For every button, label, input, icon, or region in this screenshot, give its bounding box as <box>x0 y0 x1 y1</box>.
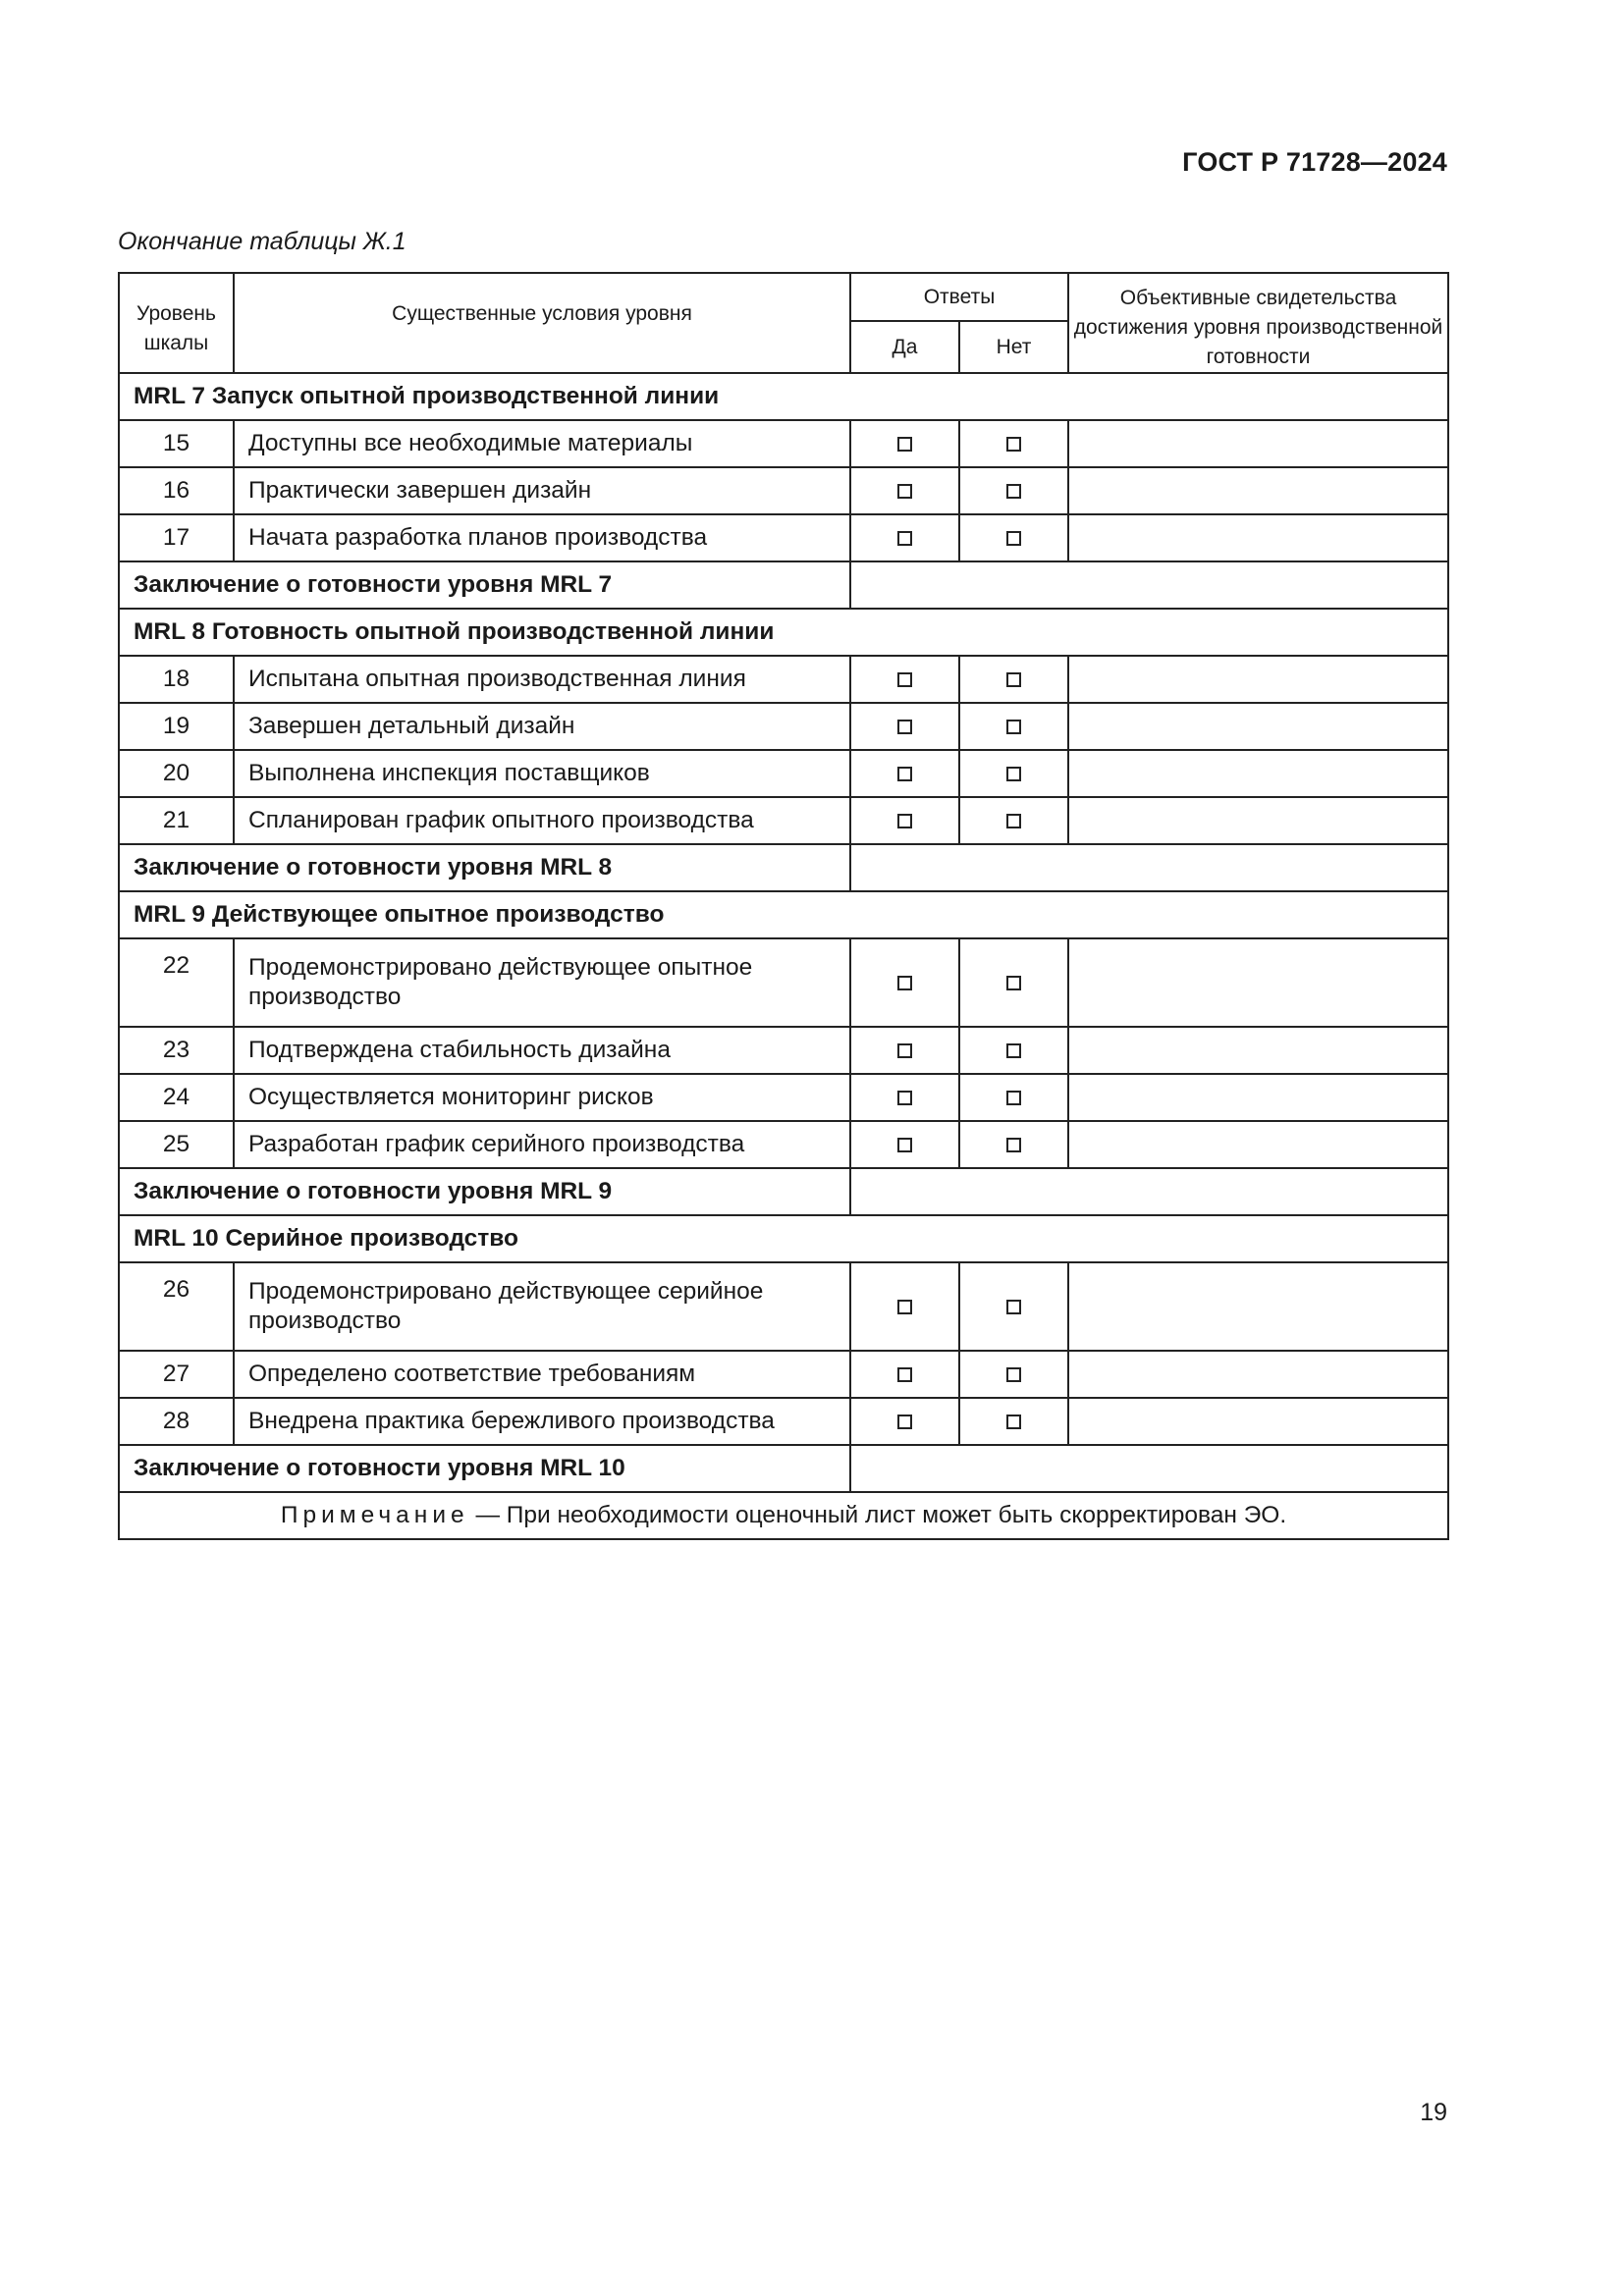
document-code: ГОСТ Р 71728—2024 <box>1182 147 1447 177</box>
answer-yes-cell[interactable] <box>850 467 959 514</box>
answer-no-cell[interactable] <box>959 938 1068 1027</box>
condition-text: Определено соответствие требованиям <box>234 1351 850 1398</box>
answer-yes-cell[interactable] <box>850 1027 959 1074</box>
checkbox-yes[interactable] <box>897 1415 912 1429</box>
section-title: MRL 10 Серийное производство <box>119 1215 1448 1262</box>
checkbox-no[interactable] <box>1006 720 1021 734</box>
evidence-cell[interactable] <box>1068 1398 1448 1445</box>
table-row <box>119 938 1448 1027</box>
table-row <box>119 750 1448 797</box>
condition-text: Начата разработка планов производства <box>234 514 850 561</box>
section-title: MRL 8 Готовность опытной производственной линии <box>119 609 1448 656</box>
header-answers: Ответы <box>850 273 1068 321</box>
checkbox-yes[interactable] <box>897 720 912 734</box>
section-row <box>119 891 1448 938</box>
checkbox-no[interactable] <box>1006 1367 1021 1382</box>
answer-no-cell[interactable] <box>959 656 1068 703</box>
checkbox-no[interactable] <box>1006 1043 1021 1058</box>
checkbox-yes[interactable] <box>897 814 912 828</box>
level-number: 20 <box>119 750 234 797</box>
table-row <box>119 1121 1448 1168</box>
note-label: Примечание <box>280 1502 469 1528</box>
answer-no-cell[interactable] <box>959 1074 1068 1121</box>
answer-yes-cell[interactable] <box>850 514 959 561</box>
evidence-cell[interactable] <box>1068 938 1448 1027</box>
level-number: 15 <box>119 420 234 467</box>
conclusion-value-cell[interactable] <box>850 1445 1448 1492</box>
table-row <box>119 420 1448 467</box>
level-number: 17 <box>119 514 234 561</box>
answer-no-cell[interactable] <box>959 750 1068 797</box>
note-text: — При необходимости оценочный лист может быть скорректирован ЭО. <box>468 1502 1287 1528</box>
checkbox-yes[interactable] <box>897 1367 912 1382</box>
conclusion-label: Заключение о готовности уровня MRL 8 <box>119 844 850 891</box>
checkbox-yes[interactable] <box>897 1091 912 1105</box>
evidence-cell[interactable] <box>1068 797 1448 844</box>
header-conditions: Существенные условия уровня <box>234 273 850 373</box>
table-row <box>119 467 1448 514</box>
condition-text: Разработан график серийного производства <box>234 1121 850 1168</box>
answer-no-cell[interactable] <box>959 1262 1068 1351</box>
evidence-cell[interactable] <box>1068 1121 1448 1168</box>
evidence-cell[interactable] <box>1068 750 1448 797</box>
note-row <box>119 1492 1448 1539</box>
conclusion-row <box>119 1445 1448 1492</box>
page-number: 19 <box>1420 2099 1447 2126</box>
checkbox-no[interactable] <box>1006 814 1021 828</box>
evidence-cell[interactable] <box>1068 467 1448 514</box>
condition-text: Внедрена практика бережливого производства <box>234 1398 850 1445</box>
answer-no-cell[interactable] <box>959 514 1068 561</box>
answer-yes-cell[interactable] <box>850 750 959 797</box>
section-title: MRL 9 Действующее опытное производство <box>119 891 1448 938</box>
section-row <box>119 1215 1448 1262</box>
checkbox-yes[interactable] <box>897 484 912 499</box>
checkbox-no[interactable] <box>1006 767 1021 781</box>
table-row <box>119 703 1448 750</box>
header-evidence: Объективные свидетельства достижения уровня производственной готовности <box>1068 273 1448 373</box>
evidence-cell[interactable] <box>1068 514 1448 561</box>
checkbox-yes[interactable] <box>897 976 912 990</box>
answer-yes-cell[interactable] <box>850 1398 959 1445</box>
level-number: 18 <box>119 656 234 703</box>
condition-text: Подтверждена стабильность дизайна <box>234 1027 850 1074</box>
answer-yes-cell[interactable] <box>850 797 959 844</box>
level-number: 28 <box>119 1398 234 1445</box>
answer-no-cell[interactable] <box>959 1351 1068 1398</box>
table-row <box>119 1027 1448 1074</box>
table-row <box>119 1262 1448 1351</box>
checkbox-no[interactable] <box>1006 531 1021 546</box>
level-number: 26 <box>119 1262 234 1351</box>
section-title: MRL 7 Запуск опытной производственной линии <box>119 373 1448 420</box>
condition-text: Практически завершен дизайн <box>234 467 850 514</box>
checkbox-no[interactable] <box>1006 976 1021 990</box>
checkbox-no[interactable] <box>1006 1300 1021 1314</box>
evidence-cell[interactable] <box>1068 703 1448 750</box>
answer-no-cell[interactable] <box>959 703 1068 750</box>
level-number: 25 <box>119 1121 234 1168</box>
level-number: 19 <box>119 703 234 750</box>
evidence-cell[interactable] <box>1068 1027 1448 1074</box>
conclusion-row <box>119 561 1448 609</box>
checkbox-yes[interactable] <box>897 767 912 781</box>
conclusion-value-cell[interactable] <box>850 1168 1448 1215</box>
answer-no-cell[interactable] <box>959 1027 1068 1074</box>
answer-no-cell[interactable] <box>959 420 1068 467</box>
table-row <box>119 514 1448 561</box>
answer-yes-cell[interactable] <box>850 1351 959 1398</box>
table-row <box>119 1351 1448 1398</box>
conclusion-value-cell[interactable] <box>850 561 1448 609</box>
condition-text: Продемонстрировано действующее серийное производство <box>234 1262 850 1351</box>
level-number: 16 <box>119 467 234 514</box>
condition-text: Осуществляется мониторинг рисков <box>234 1074 850 1121</box>
checkbox-yes[interactable] <box>897 672 912 687</box>
condition-text: Продемонстрировано действующее опытное производство <box>234 938 850 1027</box>
condition-text: Спланирован график опытного производства <box>234 797 850 844</box>
answer-no-cell[interactable] <box>959 797 1068 844</box>
condition-text: Выполнена инспекция поставщиков <box>234 750 850 797</box>
header-yes: Да <box>850 321 959 373</box>
condition-text: Завершен детальный дизайн <box>234 703 850 750</box>
level-number: 22 <box>119 938 234 1027</box>
table-row <box>119 1074 1448 1121</box>
level-number: 24 <box>119 1074 234 1121</box>
evidence-cell[interactable] <box>1068 1262 1448 1351</box>
answer-yes-cell[interactable] <box>850 1074 959 1121</box>
checkbox-no[interactable] <box>1006 672 1021 687</box>
evidence-cell[interactable] <box>1068 1074 1448 1121</box>
level-number: 27 <box>119 1351 234 1398</box>
level-number: 21 <box>119 797 234 844</box>
answer-no-cell[interactable] <box>959 467 1068 514</box>
answer-yes-cell[interactable] <box>850 1262 959 1351</box>
header-level: Уровень шкалы <box>119 273 234 373</box>
checkbox-yes[interactable] <box>897 1138 912 1152</box>
assessment-table <box>118 272 1449 1540</box>
conclusion-label: Заключение о готовности уровня MRL 7 <box>119 561 850 609</box>
evidence-cell[interactable] <box>1068 656 1448 703</box>
note <box>119 1492 1448 1539</box>
checkbox-yes[interactable] <box>897 437 912 452</box>
conclusion-value-cell[interactable] <box>850 844 1448 891</box>
answer-no-cell[interactable] <box>959 1121 1068 1168</box>
answer-yes-cell[interactable] <box>850 420 959 467</box>
section-row <box>119 373 1448 420</box>
table-caption: Окончание таблицы Ж.1 <box>118 228 406 255</box>
level-number: 23 <box>119 1027 234 1074</box>
table-row <box>119 797 1448 844</box>
checkbox-yes[interactable] <box>897 531 912 546</box>
conclusion-row <box>119 1168 1448 1215</box>
answer-yes-cell[interactable] <box>850 1121 959 1168</box>
checkbox-no[interactable] <box>1006 484 1021 499</box>
evidence-cell[interactable] <box>1068 1351 1448 1398</box>
checkbox-no[interactable] <box>1006 437 1021 452</box>
evidence-cell[interactable] <box>1068 420 1448 467</box>
conclusion-label: Заключение о готовности уровня MRL 10 <box>119 1445 850 1492</box>
checkbox-yes[interactable] <box>897 1300 912 1314</box>
header-no: Нет <box>959 321 1068 373</box>
checkbox-yes[interactable] <box>897 1043 912 1058</box>
table-row <box>119 656 1448 703</box>
answer-yes-cell[interactable] <box>850 656 959 703</box>
condition-text: Испытана опытная производственная линия <box>234 656 850 703</box>
condition-text: Доступны все необходимые материалы <box>234 420 850 467</box>
table-row <box>119 1398 1448 1445</box>
checkbox-no[interactable] <box>1006 1091 1021 1105</box>
conclusion-label: Заключение о готовности уровня MRL 9 <box>119 1168 850 1215</box>
checkbox-no[interactable] <box>1006 1415 1021 1429</box>
answer-yes-cell[interactable] <box>850 703 959 750</box>
checkbox-no[interactable] <box>1006 1138 1021 1152</box>
answer-yes-cell[interactable] <box>850 938 959 1027</box>
section-row <box>119 609 1448 656</box>
answer-no-cell[interactable] <box>959 1398 1068 1445</box>
conclusion-row <box>119 844 1448 891</box>
